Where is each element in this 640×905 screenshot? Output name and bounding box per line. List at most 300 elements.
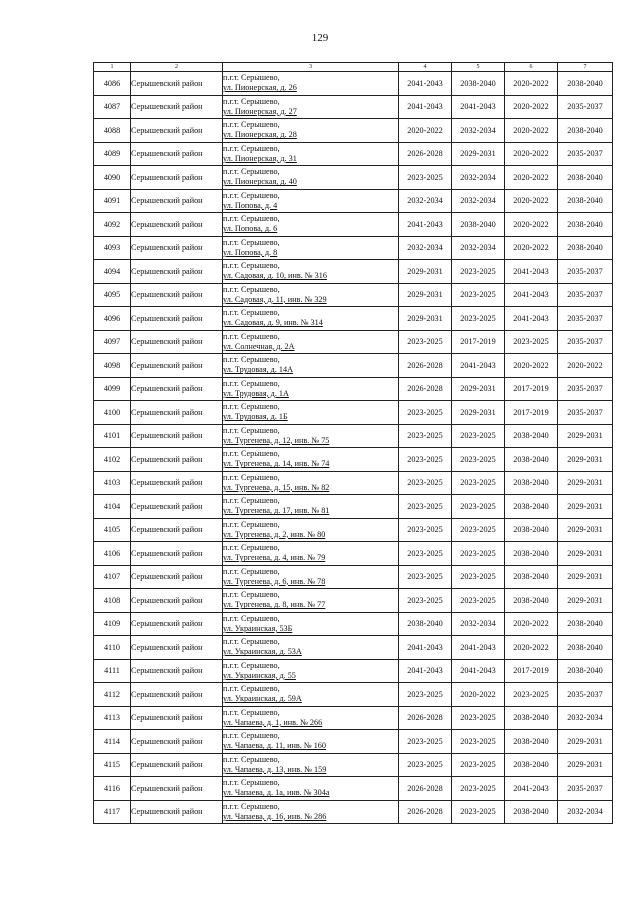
table-row: [94, 589, 613, 613]
period-cell-col6: 2038-2040: [505, 495, 558, 519]
district-cell: Серышевский район: [131, 166, 223, 190]
address-street: ул. Чапаева, д. 16, инв. № 286: [223, 811, 327, 821]
address-cell: [223, 471, 399, 495]
table-row: [94, 260, 613, 284]
period-cell-col4: 2029-2031: [399, 260, 452, 284]
row-number: 4115: [94, 753, 131, 777]
district-cell: Серышевский район: [131, 730, 223, 754]
address-street: ул. Тургенева, д. 15, инв. № 82: [223, 482, 330, 492]
period-cell-col5: 2023-2025: [452, 730, 505, 754]
table-row: [94, 354, 613, 378]
period-cell-col6: 2020-2022: [505, 142, 558, 166]
address-cell: [223, 330, 399, 354]
address-settlement: п.г.т. Серышево,: [223, 684, 280, 694]
district-cell: Серышевский район: [131, 589, 223, 613]
row-number: 4108: [94, 589, 131, 613]
address-cell: [223, 659, 399, 683]
period-cell-col7: 2029-2031: [558, 753, 613, 777]
period-cell-col7: 2020-2022: [558, 354, 613, 378]
period-cell-col5: 2023-2025: [452, 777, 505, 801]
address-street: ул. Попова, д. 4: [223, 200, 278, 210]
district-cell: Серышевский район: [131, 330, 223, 354]
column-header: 6: [505, 63, 558, 72]
period-cell-col5: 2023-2025: [452, 283, 505, 307]
address-street: ул. Трудовая, д. 1Б: [223, 412, 288, 422]
period-cell-col6: 2038-2040: [505, 424, 558, 448]
table-row: [94, 730, 613, 754]
period-cell-col4: 2026-2028: [399, 377, 452, 401]
row-number: 4113: [94, 706, 131, 730]
period-cell-col5: 2023-2025: [452, 471, 505, 495]
table-row: [94, 800, 613, 824]
table-row: [94, 424, 613, 448]
column-header: 4: [399, 63, 452, 72]
period-cell-col5: 2029-2031: [452, 377, 505, 401]
period-cell-col7: 2035-2037: [558, 142, 613, 166]
address-street: ул. Тургенева, д. 6, инв. № 78: [223, 576, 326, 586]
period-cell-col4: 2023-2025: [399, 471, 452, 495]
period-cell-col6: 2020-2022: [505, 612, 558, 636]
period-cell-col6: 2038-2040: [505, 565, 558, 589]
period-cell-col6: 2020-2022: [505, 166, 558, 190]
period-cell-col7: 2035-2037: [558, 330, 613, 354]
address-settlement: п.г.т. Серышево,: [223, 590, 280, 600]
address-settlement: п.г.т. Серышево,: [223, 308, 280, 318]
period-cell-col6: 2020-2022: [505, 213, 558, 237]
period-cell-col5: 2017-2019: [452, 330, 505, 354]
period-cell-col6: 2041-2043: [505, 283, 558, 307]
table-row: [94, 753, 613, 777]
address-cell: [223, 354, 399, 378]
table-header: [94, 63, 613, 72]
period-cell-col7: 2038-2040: [558, 166, 613, 190]
period-cell-col6: 2020-2022: [505, 72, 558, 96]
period-cell-col6: 2020-2022: [505, 95, 558, 119]
address-settlement: п.г.т. Серышево,: [223, 120, 280, 130]
table-row: [94, 659, 613, 683]
district-cell: Серышевский район: [131, 119, 223, 143]
address-cell: [223, 260, 399, 284]
period-cell-col7: 2029-2031: [558, 589, 613, 613]
period-cell-col4: 2023-2025: [399, 683, 452, 707]
address-cell: [223, 495, 399, 519]
address-street: ул. Тургенева, д. 4, инв. № 79: [223, 553, 326, 563]
period-cell-col5: 2038-2040: [452, 213, 505, 237]
address-cell: [223, 72, 399, 96]
address-cell: [223, 142, 399, 166]
address-settlement: п.г.т. Серышево,: [223, 237, 280, 247]
row-number: 4099: [94, 377, 131, 401]
period-cell-col4: 2041-2043: [399, 72, 452, 96]
period-cell-col5: 2032-2034: [452, 189, 505, 213]
table-row: [94, 683, 613, 707]
address-settlement: п.г.т. Серышево,: [223, 637, 280, 647]
period-cell-col7: 2038-2040: [558, 72, 613, 96]
period-cell-col7: 2029-2031: [558, 565, 613, 589]
period-cell-col7: 2029-2031: [558, 424, 613, 448]
district-cell: Серышевский район: [131, 800, 223, 824]
period-cell-col7: 2035-2037: [558, 401, 613, 425]
period-cell-col6: 2017-2019: [505, 377, 558, 401]
period-cell-col5: 2023-2025: [452, 589, 505, 613]
address-settlement: п.г.т. Серышево,: [223, 378, 280, 388]
address-cell: [223, 589, 399, 613]
address-settlement: п.г.т. Серышево,: [223, 73, 280, 83]
table-row: [94, 377, 613, 401]
address-street: ул. Чапаева, д. 13, инв. № 159: [223, 764, 327, 774]
table-row: [94, 330, 613, 354]
address-settlement: п.г.т. Серышево,: [223, 778, 280, 788]
housing-register-table: [93, 62, 613, 824]
table-row: [94, 542, 613, 566]
column-header: 7: [558, 63, 613, 72]
period-cell-col6: 2020-2022: [505, 236, 558, 260]
address-street: ул. Попова, д. 6: [223, 224, 278, 234]
period-cell-col5: 2032-2034: [452, 236, 505, 260]
address-cell: [223, 612, 399, 636]
period-cell-col5: 2032-2034: [452, 166, 505, 190]
column-header: 1: [94, 63, 131, 72]
period-cell-col7: 2035-2037: [558, 95, 613, 119]
period-cell-col7: 2029-2031: [558, 542, 613, 566]
period-cell-col5: 2023-2025: [452, 565, 505, 589]
row-number: 4114: [94, 730, 131, 754]
period-cell-col6: 2020-2022: [505, 354, 558, 378]
district-cell: Серышевский район: [131, 307, 223, 331]
period-cell-col6: 2023-2025: [505, 683, 558, 707]
table-row: [94, 166, 613, 190]
period-cell-col6: 2038-2040: [505, 448, 558, 472]
address-settlement: п.г.т. Серышево,: [223, 355, 280, 365]
period-cell-col6: 2041-2043: [505, 777, 558, 801]
address-settlement: п.г.т. Серышево,: [223, 707, 280, 717]
address-street: ул. Украинская, д. 53А: [223, 647, 302, 657]
period-cell-col5: 2023-2025: [452, 518, 505, 542]
address-cell: [223, 189, 399, 213]
address-settlement: п.г.т. Серышево,: [223, 472, 280, 482]
address-street: ул. Чапаева, д. 11, инв. № 160: [223, 741, 326, 751]
address-cell: [223, 401, 399, 425]
period-cell-col5: 2029-2031: [452, 401, 505, 425]
period-cell-col5: 2029-2031: [452, 142, 505, 166]
table-row: [94, 495, 613, 519]
period-cell-col6: 2038-2040: [505, 753, 558, 777]
period-cell-col6: 2017-2019: [505, 659, 558, 683]
table-row: [94, 448, 613, 472]
period-cell-col5: 2023-2025: [452, 260, 505, 284]
period-cell-col4: 2023-2025: [399, 565, 452, 589]
period-cell-col6: 2038-2040: [505, 730, 558, 754]
period-cell-col4: 2041-2043: [399, 659, 452, 683]
table-row: [94, 213, 613, 237]
period-cell-col5: 2023-2025: [452, 800, 505, 824]
period-cell-col7: 2032-2034: [558, 800, 613, 824]
row-number: 4089: [94, 142, 131, 166]
address-cell: [223, 636, 399, 660]
period-cell-col4: 2029-2031: [399, 283, 452, 307]
address-settlement: п.г.т. Серышево,: [223, 801, 280, 811]
address-settlement: п.г.т. Серышево,: [223, 143, 280, 153]
address-street: ул. Чапаева, д. 1а, инв. № 304а: [223, 788, 330, 798]
table-row: [94, 518, 613, 542]
district-cell: Серышевский район: [131, 142, 223, 166]
period-cell-col4: 2023-2025: [399, 542, 452, 566]
address-settlement: п.г.т. Серышево,: [223, 425, 280, 435]
period-cell-col4: 2020-2022: [399, 119, 452, 143]
address-settlement: п.г.т. Серышево,: [223, 331, 280, 341]
period-cell-col4: 2038-2040: [399, 612, 452, 636]
period-cell-col5: 2023-2025: [452, 542, 505, 566]
district-cell: Серышевский район: [131, 377, 223, 401]
table-row: [94, 307, 613, 331]
period-cell-col5: 2023-2025: [452, 307, 505, 331]
period-cell-col7: 2035-2037: [558, 777, 613, 801]
address-street: ул. Тургенева, д. 17, инв. № 81: [223, 506, 330, 516]
page-number: 129: [311, 32, 329, 44]
period-cell-col4: 2032-2034: [399, 189, 452, 213]
district-cell: Серышевский район: [131, 236, 223, 260]
period-cell-col5: 2023-2025: [452, 706, 505, 730]
table-row: [94, 401, 613, 425]
period-cell-col7: 2038-2040: [558, 119, 613, 143]
row-number: 4087: [94, 95, 131, 119]
period-cell-col7: 2029-2031: [558, 518, 613, 542]
district-cell: Серышевский район: [131, 72, 223, 96]
period-cell-col4: 2041-2043: [399, 95, 452, 119]
row-number: 4116: [94, 777, 131, 801]
period-cell-col5: 2023-2025: [452, 495, 505, 519]
district-cell: Серышевский район: [131, 542, 223, 566]
row-number: 4102: [94, 448, 131, 472]
period-cell-col4: 2032-2034: [399, 236, 452, 260]
address-street: ул. Пионерская, д. 40: [223, 177, 297, 187]
table-row: [94, 636, 613, 660]
district-cell: Серышевский район: [131, 354, 223, 378]
row-number: 4086: [94, 72, 131, 96]
address-settlement: п.г.т. Серышево,: [223, 754, 280, 764]
period-cell-col5: 2023-2025: [452, 448, 505, 472]
row-number: 4101: [94, 424, 131, 448]
row-number: 4091: [94, 189, 131, 213]
district-cell: Серышевский район: [131, 706, 223, 730]
district-cell: Серышевский район: [131, 448, 223, 472]
row-number: 4093: [94, 236, 131, 260]
district-cell: Серышевский район: [131, 565, 223, 589]
period-cell-col7: 2029-2031: [558, 495, 613, 519]
address-cell: [223, 777, 399, 801]
table-row: [94, 565, 613, 589]
period-cell-col6: 2017-2019: [505, 401, 558, 425]
table-row: [94, 471, 613, 495]
period-cell-col7: 2038-2040: [558, 612, 613, 636]
address-cell: [223, 683, 399, 707]
address-cell: [223, 95, 399, 119]
table-row: [94, 777, 613, 801]
period-cell-col5: 2023-2025: [452, 753, 505, 777]
district-cell: Серышевский район: [131, 95, 223, 119]
table-row: [94, 236, 613, 260]
period-cell-col4: 2023-2025: [399, 166, 452, 190]
table-row: [94, 283, 613, 307]
address-street: ул. Украинская, д. 59А: [223, 694, 302, 704]
row-number: 4096: [94, 307, 131, 331]
district-cell: Серышевский район: [131, 518, 223, 542]
address-cell: [223, 119, 399, 143]
period-cell-col7: 2035-2037: [558, 683, 613, 707]
row-number: 4100: [94, 401, 131, 425]
address-settlement: п.г.т. Серышево,: [223, 613, 280, 623]
district-cell: Серышевский район: [131, 753, 223, 777]
period-cell-col5: 2041-2043: [452, 636, 505, 660]
period-cell-col5: 2020-2022: [452, 683, 505, 707]
row-number: 4098: [94, 354, 131, 378]
district-cell: Серышевский район: [131, 401, 223, 425]
address-settlement: п.г.т. Серышево,: [223, 543, 280, 553]
period-cell-col6: 2020-2022: [505, 119, 558, 143]
table-row: [94, 189, 613, 213]
address-street: ул. Пионерская, д. 26: [223, 83, 297, 93]
district-cell: Серышевский район: [131, 213, 223, 237]
address-settlement: п.г.т. Серышево,: [223, 496, 280, 506]
row-number: 4109: [94, 612, 131, 636]
address-cell: [223, 213, 399, 237]
row-number: 4107: [94, 565, 131, 589]
column-header: 2: [131, 63, 223, 72]
address-cell: [223, 800, 399, 824]
table-row: [94, 119, 613, 143]
period-cell-col4: 2041-2043: [399, 636, 452, 660]
period-cell-col6: 2038-2040: [505, 589, 558, 613]
address-street: ул. Тургенева, д. 2, инв. № 80: [223, 529, 326, 539]
district-cell: Серышевский район: [131, 260, 223, 284]
period-cell-col7: 2038-2040: [558, 659, 613, 683]
period-cell-col7: 2035-2037: [558, 260, 613, 284]
row-number: 4111: [94, 659, 131, 683]
table-row: [94, 612, 613, 636]
address-cell: [223, 542, 399, 566]
period-cell-col4: 2026-2028: [399, 354, 452, 378]
address-street: ул. Садовая, д. 10, инв. № 316: [223, 271, 327, 281]
address-settlement: п.г.т. Серышево,: [223, 261, 280, 271]
address-cell: [223, 706, 399, 730]
period-cell-col7: 2032-2034: [558, 706, 613, 730]
address-street: ул. Садовая, д. 11, инв. № 329: [223, 294, 327, 304]
table-row: [94, 142, 613, 166]
address-settlement: п.г.т. Серышево,: [223, 519, 280, 529]
period-cell-col7: 2038-2040: [558, 636, 613, 660]
period-cell-col6: 2041-2043: [505, 260, 558, 284]
district-cell: Серышевский район: [131, 636, 223, 660]
row-number: 4095: [94, 283, 131, 307]
row-number: 4088: [94, 119, 131, 143]
period-cell-col5: 2032-2034: [452, 612, 505, 636]
period-cell-col5: 2038-2040: [452, 72, 505, 96]
district-cell: Серышевский район: [131, 471, 223, 495]
period-cell-col5: 2041-2043: [452, 95, 505, 119]
period-cell-col4: 2023-2025: [399, 495, 452, 519]
period-cell-col5: 2023-2025: [452, 424, 505, 448]
address-settlement: п.г.т. Серышево,: [223, 214, 280, 224]
column-number-row: [94, 63, 613, 72]
address-settlement: п.г.т. Серышево,: [223, 190, 280, 200]
table-row: [94, 72, 613, 96]
address-street: ул. Украинская, д. 55: [223, 670, 296, 680]
row-number: 4090: [94, 166, 131, 190]
period-cell-col5: 2041-2043: [452, 659, 505, 683]
period-cell-col7: 2038-2040: [558, 236, 613, 260]
district-cell: Серышевский район: [131, 777, 223, 801]
period-cell-col6: 2020-2022: [505, 189, 558, 213]
address-street: ул. Пионерская, д. 28: [223, 130, 297, 140]
period-cell-col4: 2023-2025: [399, 518, 452, 542]
address-cell: [223, 377, 399, 401]
district-cell: Серышевский район: [131, 659, 223, 683]
address-settlement: п.г.т. Серышево,: [223, 96, 280, 106]
row-number: 4105: [94, 518, 131, 542]
address-settlement: п.г.т. Серышево,: [223, 660, 280, 670]
row-number: 4117: [94, 800, 131, 824]
period-cell-col6: 2023-2025: [505, 330, 558, 354]
period-cell-col6: 2041-2043: [505, 307, 558, 331]
period-cell-col4: 2023-2025: [399, 448, 452, 472]
period-cell-col4: 2023-2025: [399, 730, 452, 754]
period-cell-col4: 2026-2028: [399, 800, 452, 824]
period-cell-col7: 2035-2037: [558, 307, 613, 331]
period-cell-col4: 2026-2028: [399, 777, 452, 801]
table-body: [94, 72, 613, 824]
period-cell-col4: 2023-2025: [399, 589, 452, 613]
address-cell: [223, 283, 399, 307]
address-street: ул. Тургенева, д. 8, инв. № 77: [223, 600, 326, 610]
address-cell: [223, 424, 399, 448]
address-settlement: п.г.т. Серышево,: [223, 402, 280, 412]
address-settlement: п.г.т. Серышево,: [223, 284, 280, 294]
row-number: 4112: [94, 683, 131, 707]
address-cell: [223, 307, 399, 331]
address-settlement: п.г.т. Серышево,: [223, 167, 280, 177]
district-cell: Серышевский район: [131, 495, 223, 519]
row-number: 4092: [94, 213, 131, 237]
period-cell-col7: 2029-2031: [558, 448, 613, 472]
address-street: ул. Садовая, д. 9, инв. № 314: [223, 318, 323, 328]
district-cell: Серышевский район: [131, 424, 223, 448]
address-street: ул. Пионерская, д. 27: [223, 106, 297, 116]
period-cell-col4: 2041-2043: [399, 213, 452, 237]
period-cell-col4: 2023-2025: [399, 401, 452, 425]
period-cell-col4: 2029-2031: [399, 307, 452, 331]
table-row: [94, 95, 613, 119]
address-cell: [223, 753, 399, 777]
address-street: ул. Тургенева, д. 12, инв. № 75: [223, 435, 330, 445]
column-header: 3: [223, 63, 399, 72]
address-cell: [223, 236, 399, 260]
period-cell-col6: 2038-2040: [505, 800, 558, 824]
period-cell-col4: 2023-2025: [399, 753, 452, 777]
period-cell-col4: 2026-2028: [399, 706, 452, 730]
period-cell-col7: 2038-2040: [558, 189, 613, 213]
row-number: 4103: [94, 471, 131, 495]
table-row: [94, 706, 613, 730]
address-settlement: п.г.т. Серышево,: [223, 731, 280, 741]
address-cell: [223, 730, 399, 754]
period-cell-col7: 2035-2037: [558, 377, 613, 401]
address-settlement: п.г.т. Серышево,: [223, 449, 280, 459]
district-cell: Серышевский район: [131, 683, 223, 707]
row-number: 4106: [94, 542, 131, 566]
period-cell-col6: 2038-2040: [505, 518, 558, 542]
district-cell: Серышевский район: [131, 189, 223, 213]
row-number: 4094: [94, 260, 131, 284]
